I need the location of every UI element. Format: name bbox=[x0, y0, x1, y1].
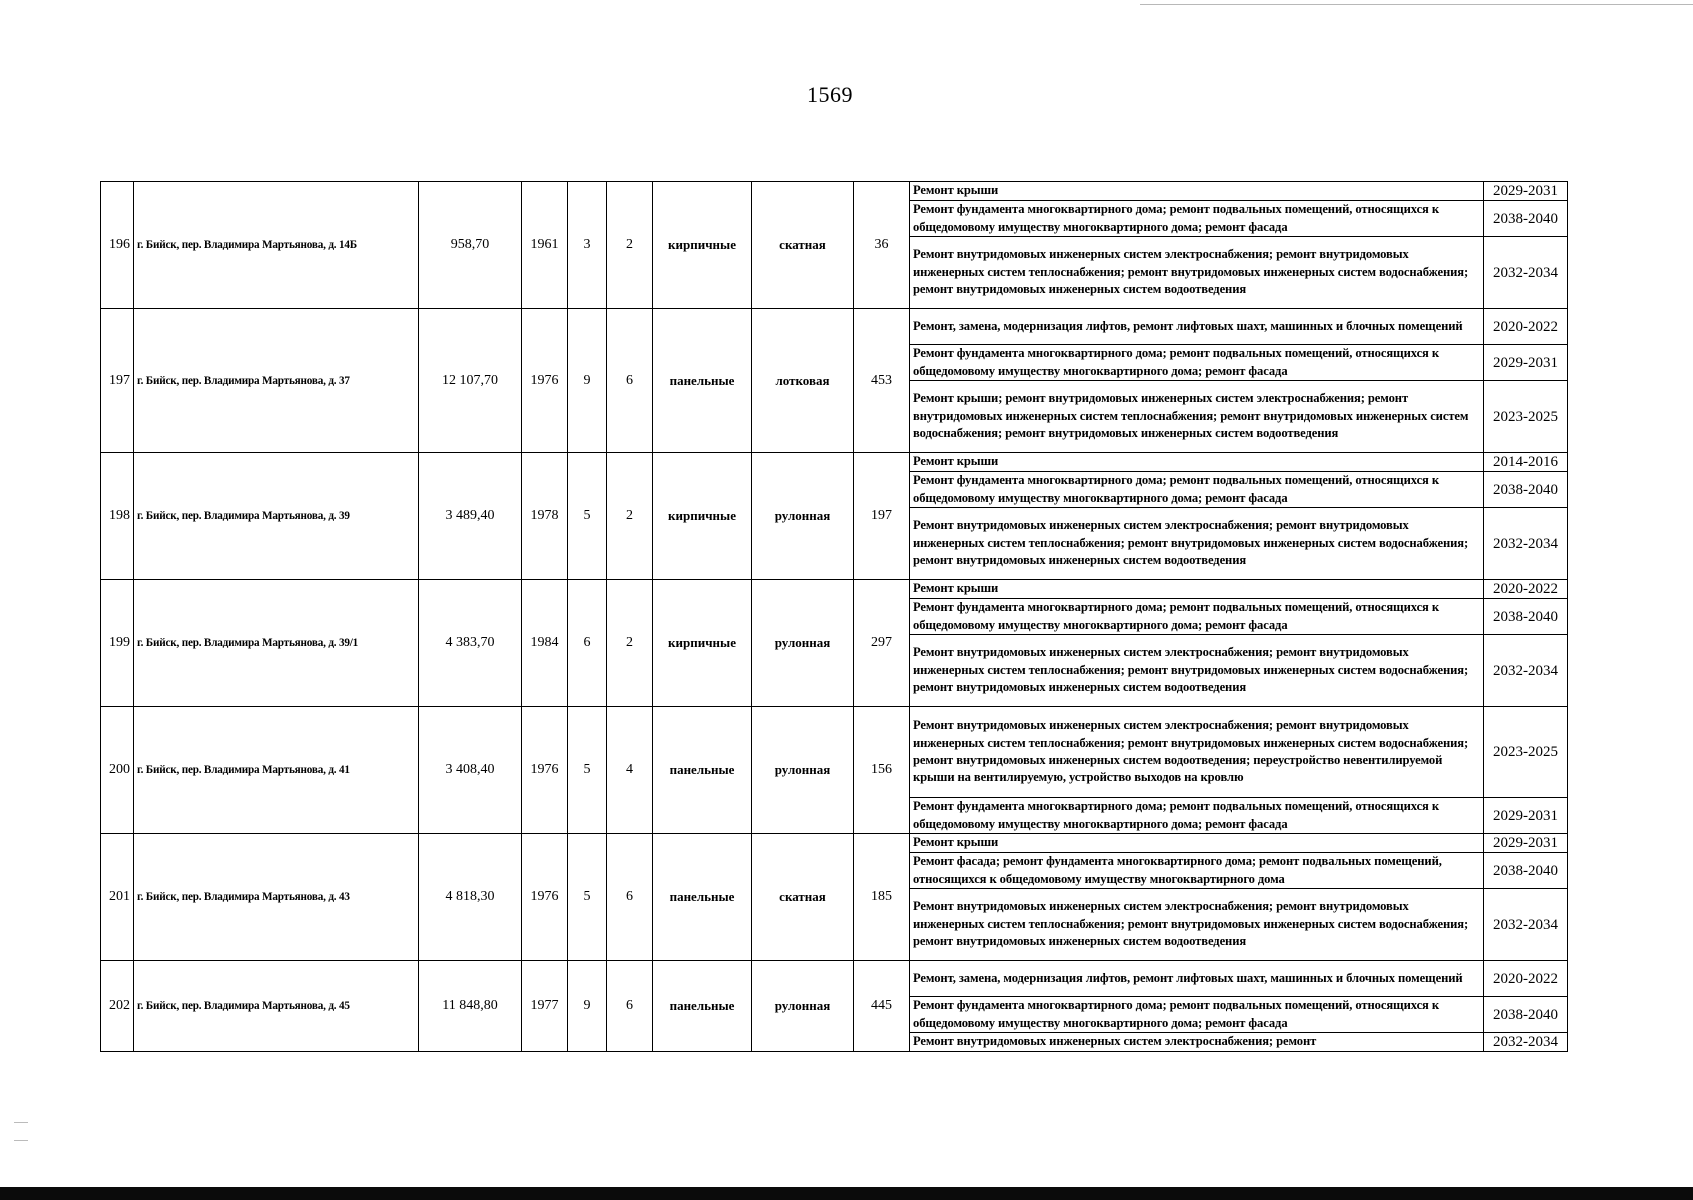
build-year: 1977 bbox=[522, 961, 568, 1052]
repair-work-type: Ремонт внутридомовых инженерных систем электроснабжения; ремонт внутридомовых инженерных систем теплоснабжения; ремонт внутридомовых инженерных систем водоснабжения; ремонт внутридомовых инженерных систем водоотведения bbox=[910, 889, 1484, 961]
table-row bbox=[101, 834, 1568, 853]
roof-type: скатная bbox=[752, 834, 854, 961]
house-address: г. Бийск, пер. Владимира Мартьянова, д. 37 bbox=[134, 309, 419, 453]
repair-period: 2029-2031 bbox=[1484, 834, 1568, 853]
repair-period: 2032-2034 bbox=[1484, 889, 1568, 961]
floors-count: 6 bbox=[568, 580, 607, 707]
repair-period: 2032-2034 bbox=[1484, 635, 1568, 707]
wall-material: кирпичные bbox=[653, 182, 752, 309]
repair-work-type: Ремонт, замена, модернизация лифтов, ремонт лифтовых шахт, машинных и блочных помещений bbox=[910, 961, 1484, 997]
repair-work-type: Ремонт крыши bbox=[910, 834, 1484, 853]
floors-count: 3 bbox=[568, 182, 607, 309]
page-number: 1569 bbox=[807, 82, 853, 107]
wall-material: панельные bbox=[653, 961, 752, 1052]
row-number: 199 bbox=[101, 580, 134, 707]
residents-count: 445 bbox=[854, 961, 910, 1052]
repair-period: 2038-2040 bbox=[1484, 201, 1568, 237]
residents-count: 185 bbox=[854, 834, 910, 961]
house-address: г. Бийск, пер. Владимира Мартьянова, д. 39 bbox=[134, 453, 419, 580]
repair-period: 2032-2034 bbox=[1484, 237, 1568, 309]
total-area: 958,70 bbox=[419, 182, 522, 309]
total-area: 3 489,40 bbox=[419, 453, 522, 580]
row-number: 197 bbox=[101, 309, 134, 453]
table-row bbox=[101, 453, 1568, 472]
entrances-count: 6 bbox=[607, 961, 653, 1052]
scan-mark bbox=[14, 1140, 28, 1141]
house-address: г. Бийск, пер. Владимира Мартьянова, д. 39/1 bbox=[134, 580, 419, 707]
repair-period: 2038-2040 bbox=[1484, 997, 1568, 1033]
repair-period: 2020-2022 bbox=[1484, 961, 1568, 997]
repair-period: 2032-2034 bbox=[1484, 1033, 1568, 1052]
repair-period: 2014-2016 bbox=[1484, 453, 1568, 472]
entrances-count: 4 bbox=[607, 707, 653, 834]
roof-type: рулонная bbox=[752, 453, 854, 580]
repair-work-type: Ремонт внутридомовых инженерных систем электроснабжения; ремонт внутридомовых инженерных систем теплоснабжения; ремонт внутридомовых инженерных систем водоснабжения; ремонт внутридомовых инженерных систем водоотведения bbox=[910, 237, 1484, 309]
residents-count: 453 bbox=[854, 309, 910, 453]
residents-count: 156 bbox=[854, 707, 910, 834]
total-area: 11 848,80 bbox=[419, 961, 522, 1052]
repair-work-type: Ремонт внутридомовых инженерных систем электроснабжения; ремонт внутридомовых инженерных систем теплоснабжения; ремонт внутридомовых инженерных систем водоснабжения; ремонт внутридомовых инженерных систем водоотведения; переустройство невентилируемой крыши на вентилируемую, устройство выходов на кровлю bbox=[910, 707, 1484, 798]
build-year: 1976 bbox=[522, 707, 568, 834]
wall-material: кирпичные bbox=[653, 580, 752, 707]
repair-work-type: Ремонт фундамента многоквартирного дома; ремонт подвальных помещений, относящихся к общедомовому имуществу многоквартирного дома; ремонт фасада bbox=[910, 798, 1484, 834]
repair-work-type: Ремонт фундамента многоквартирного дома; ремонт подвальных помещений, относящихся к общедомовому имуществу многоквартирного дома; ремонт фасада bbox=[910, 599, 1484, 635]
floors-count: 5 bbox=[568, 707, 607, 834]
repair-period: 2023-2025 bbox=[1484, 707, 1568, 798]
table-row bbox=[101, 182, 1568, 201]
roof-type: рулонная bbox=[752, 707, 854, 834]
roof-type: скатная bbox=[752, 182, 854, 309]
floors-count: 9 bbox=[568, 961, 607, 1052]
repair-work-type: Ремонт фундамента многоквартирного дома; ремонт подвальных помещений, относящихся к общедомовому имуществу многоквартирного дома; ремонт фасада bbox=[910, 201, 1484, 237]
repair-work-type: Ремонт внутридомовых инженерных систем электроснабжения; ремонт bbox=[910, 1033, 1484, 1052]
table-row bbox=[101, 961, 1568, 997]
wall-material: панельные bbox=[653, 309, 752, 453]
table-row bbox=[101, 707, 1568, 798]
repair-work-type: Ремонт фундамента многоквартирного дома; ремонт подвальных помещений, относящихся к общедомовому имуществу многоквартирного дома; ремонт фасада bbox=[910, 997, 1484, 1033]
floors-count: 5 bbox=[568, 453, 607, 580]
house-address: г. Бийск, пер. Владимира Мартьянова, д. 41 bbox=[134, 707, 419, 834]
repair-work-type: Ремонт крыши bbox=[910, 580, 1484, 599]
row-number: 198 bbox=[101, 453, 134, 580]
total-area: 12 107,70 bbox=[419, 309, 522, 453]
entrances-count: 6 bbox=[607, 834, 653, 961]
house-address: г. Бийск, пер. Владимира Мартьянова, д. 45 bbox=[134, 961, 419, 1052]
scan-mark bbox=[14, 1122, 28, 1123]
scan-bottom-edge bbox=[0, 1187, 1693, 1200]
repair-work-type: Ремонт крыши bbox=[910, 182, 1484, 201]
entrances-count: 2 bbox=[607, 453, 653, 580]
floors-count: 9 bbox=[568, 309, 607, 453]
row-number: 196 bbox=[101, 182, 134, 309]
roof-type: рулонная bbox=[752, 580, 854, 707]
repair-work-type: Ремонт внутридомовых инженерных систем электроснабжения; ремонт внутридомовых инженерных систем теплоснабжения; ремонт внутридомовых инженерных систем водоснабжения; ремонт внутридомовых инженерных систем водоотведения bbox=[910, 508, 1484, 580]
house-address: г. Бийск, пер. Владимира Мартьянова, д. 43 bbox=[134, 834, 419, 961]
total-area: 4 818,30 bbox=[419, 834, 522, 961]
repair-work-type: Ремонт внутридомовых инженерных систем электроснабжения; ремонт внутридомовых инженерных систем теплоснабжения; ремонт внутридомовых инженерных систем водоснабжения; ремонт внутридомовых инженерных систем водоотведения bbox=[910, 635, 1484, 707]
table-row bbox=[101, 580, 1568, 599]
repair-period: 2038-2040 bbox=[1484, 599, 1568, 635]
repair-period: 2029-2031 bbox=[1484, 798, 1568, 834]
repair-work-type: Ремонт фасада; ремонт фундамента многоквартирного дома; ремонт подвальных помещений, относящихся к общедомовому имуществу многоквартирного дома bbox=[910, 853, 1484, 889]
entrances-count: 6 bbox=[607, 309, 653, 453]
repair-work-type: Ремонт крыши; ремонт внутридомовых инженерных систем электроснабжения; ремонт внутридомовых инженерных систем теплоснабжения; ремонт внутридомовых инженерных систем водоснабжения; ремонт внутридомовых инженерных систем водоотведения bbox=[910, 381, 1484, 453]
repair-work-type: Ремонт фундамента многоквартирного дома; ремонт подвальных помещений, относящихся к общедомовому имуществу многоквартирного дома; ремонт фасада bbox=[910, 472, 1484, 508]
house-address: г. Бийск, пер. Владимира Мартьянова, д. 14Б bbox=[134, 182, 419, 309]
roof-type: рулонная bbox=[752, 961, 854, 1052]
entrances-count: 2 bbox=[607, 580, 653, 707]
row-number: 201 bbox=[101, 834, 134, 961]
repair-work-type: Ремонт фундамента многоквартирного дома; ремонт подвальных помещений, относящихся к общедомовому имуществу многоквартирного дома; ремонт фасада bbox=[910, 345, 1484, 381]
scan-edge-line bbox=[1140, 4, 1693, 5]
build-year: 1976 bbox=[522, 309, 568, 453]
repair-period: 2020-2022 bbox=[1484, 580, 1568, 599]
table-row bbox=[101, 309, 1568, 345]
total-area: 4 383,70 bbox=[419, 580, 522, 707]
build-year: 1976 bbox=[522, 834, 568, 961]
residents-count: 197 bbox=[854, 453, 910, 580]
floors-count: 5 bbox=[568, 834, 607, 961]
repair-work-type: Ремонт, замена, модернизация лифтов, ремонт лифтовых шахт, машинных и блочных помещений bbox=[910, 309, 1484, 345]
residents-count: 36 bbox=[854, 182, 910, 309]
row-number: 200 bbox=[101, 707, 134, 834]
repair-period: 2029-2031 bbox=[1484, 345, 1568, 381]
repair-period: 2038-2040 bbox=[1484, 853, 1568, 889]
capital-repair-table bbox=[100, 181, 1568, 1052]
residents-count: 297 bbox=[854, 580, 910, 707]
repair-period: 2029-2031 bbox=[1484, 182, 1568, 201]
entrances-count: 2 bbox=[607, 182, 653, 309]
repair-period: 2020-2022 bbox=[1484, 309, 1568, 345]
wall-material: панельные bbox=[653, 834, 752, 961]
build-year: 1978 bbox=[522, 453, 568, 580]
wall-material: панельные bbox=[653, 707, 752, 834]
repair-work-type: Ремонт крыши bbox=[910, 453, 1484, 472]
total-area: 3 408,40 bbox=[419, 707, 522, 834]
repair-period: 2023-2025 bbox=[1484, 381, 1568, 453]
row-number: 202 bbox=[101, 961, 134, 1052]
build-year: 1961 bbox=[522, 182, 568, 309]
build-year: 1984 bbox=[522, 580, 568, 707]
repair-period: 2038-2040 bbox=[1484, 472, 1568, 508]
roof-type: лотковая bbox=[752, 309, 854, 453]
wall-material: кирпичные bbox=[653, 453, 752, 580]
repair-period: 2032-2034 bbox=[1484, 508, 1568, 580]
